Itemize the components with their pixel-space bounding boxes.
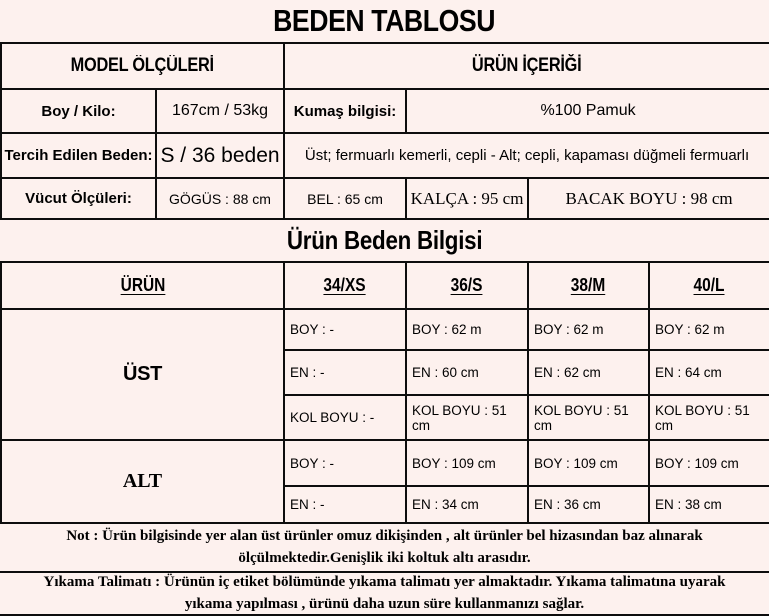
washing-instructions-note: Yıkama Talimatı : Ürünün iç etiket bölümünde yıkama talimatı yer almaktadır. Yıkama talimatına uyarak yıkama yapılması , ürünü daha uzun süre kullanmanızı sağlar. <box>0 573 769 616</box>
alt-boy-38m: BOY : 109 cm <box>528 440 649 486</box>
size-header-36s: 36/S <box>406 262 528 309</box>
ust-boy-row <box>1 309 769 350</box>
urun-column-header: ÜRÜN <box>1 262 284 309</box>
tercih-beden-row <box>1 133 769 178</box>
ust-group-label: ÜST <box>1 309 284 440</box>
size-header-row <box>1 262 769 309</box>
tercih-beden-value: S / 36 beden <box>156 133 284 178</box>
alt-boy-40l: BOY : 109 cm <box>649 440 769 486</box>
ust-en-40l: EN : 64 cm <box>649 350 769 395</box>
measurement-note: Not : Ürün bilgisinde yer alan üst ürünler omuz dikişinden , alt ürünler bel hizasından baz alınarak ölçülmektedir.Genişlik iki koltuk altı arasıdır. <box>0 524 769 573</box>
kalca-value: KALÇA : 95 cm <box>406 178 528 219</box>
gogus-value: GÖGÜS : 88 cm <box>156 178 284 219</box>
boy-kilo-row <box>1 89 769 133</box>
ust-kolboyu-36s: KOL BOYU : 51 cm <box>406 395 528 440</box>
tercih-beden-label: Tercih Edilen Beden: <box>1 133 156 178</box>
alt-boy-row <box>1 440 769 486</box>
alt-en-34xs: EN : - <box>284 486 406 523</box>
ust-boy-38m: BOY : 62 m <box>528 309 649 350</box>
size-table <box>0 261 769 524</box>
ust-boy-36s: BOY : 62 m <box>406 309 528 350</box>
vucut-olculeri-row <box>1 178 769 219</box>
bacak-boyu-value: BACAK BOYU : 98 cm <box>528 178 769 219</box>
ust-en-36s: EN : 60 cm <box>406 350 528 395</box>
ust-en-38m: EN : 62 cm <box>528 350 649 395</box>
alt-en-40l: EN : 38 cm <box>649 486 769 523</box>
kumas-bilgisi-label: Kumaş bilgisi: <box>284 89 406 133</box>
kumas-bilgisi-value: %100 Pamuk <box>406 89 769 133</box>
alt-boy-36s: BOY : 109 cm <box>406 440 528 486</box>
ust-kolboyu-38m: KOL BOYU : 51 cm <box>528 395 649 440</box>
urun-beden-bilgisi-heading: Ürün Beden Bilgisi <box>286 225 483 255</box>
alt-en-38m: EN : 36 cm <box>528 486 649 523</box>
boy-kilo-value: 167cm / 53kg <box>156 89 284 133</box>
size-header-34xs: 34/XS <box>284 262 406 309</box>
model-header-row <box>1 43 769 89</box>
boy-kilo-label: Boy / Kilo: <box>1 89 156 133</box>
urun-icerigi-header: ÜRÜN İÇERİĞİ <box>284 43 769 89</box>
bel-value: BEL : 65 cm <box>284 178 406 219</box>
size-header-38m: 38/M <box>528 262 649 309</box>
ust-boy-34xs: BOY : - <box>284 309 406 350</box>
model-olculeri-header: MODEL ÖLÇÜLERİ <box>1 43 284 89</box>
alt-boy-34xs: BOY : - <box>284 440 406 486</box>
page-title <box>0 0 769 42</box>
model-measurements-table <box>0 42 769 220</box>
size-header-40l: 40/L <box>649 262 769 309</box>
ust-boy-40l: BOY : 62 m <box>649 309 769 350</box>
vucut-olculeri-label: Vücut Ölçüleri: <box>1 178 156 219</box>
ust-kolboyu-40l: KOL BOYU : 51 cm <box>649 395 769 440</box>
ust-en-34xs: EN : - <box>284 350 406 395</box>
alt-group-label: ALT <box>1 440 284 523</box>
ust-kolboyu-34xs: KOL BOYU : - <box>284 395 406 440</box>
urun-icerigi-value: Üst; fermuarlı kemerli, cepli - Alt; cepli, kapaması düğmeli fermuarlı <box>284 133 769 178</box>
alt-en-36s: EN : 34 cm <box>406 486 528 523</box>
page-title-text: BEDEN TABLOSU <box>273 3 496 38</box>
